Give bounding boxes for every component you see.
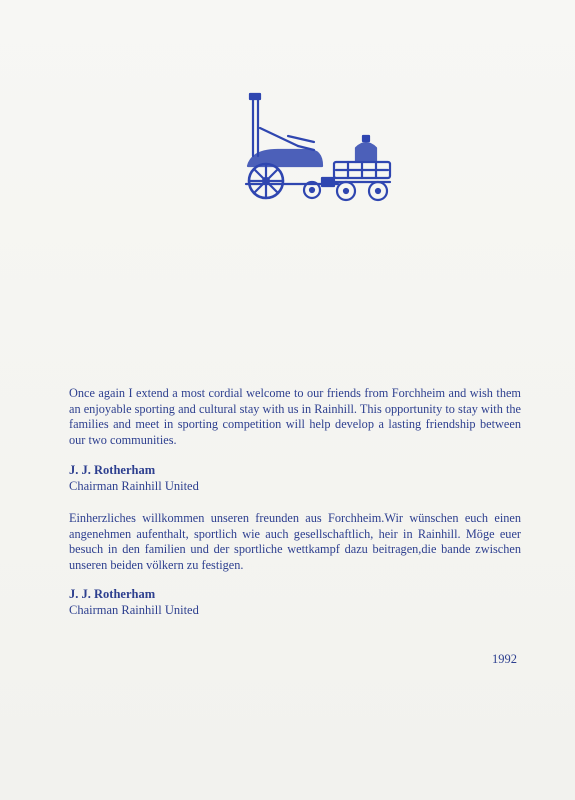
german-welcome-paragraph: Einherzliches willkommen unseren freunden aus Forchheim.Wir wünschen euch einen angenehmen aufenthalt, sportlich wie auch gesellschaftlich, heir in Rainhill. Möge euer besuch in den familien und der sportliche wettkampf dazu beitragen,die bande zwischen unseren beiden völkern zu festigen. <box>69 511 521 572</box>
year-label: 1992 <box>492 652 517 666</box>
steam-locomotive-icon <box>238 88 398 206</box>
english-welcome-paragraph: Once again I extend a most cordial welcome to our friends from Forchheim and wish them an enjoyable sporting and cultural stay with us in Rainhill. This opportunity to stay with the families and meet in sporting competition will help develop a lasting friendship between our two communities. <box>69 386 521 447</box>
english-signature <box>69 462 199 494</box>
signature-title: Chairman Rainhill United <box>69 479 199 493</box>
signature-name: J. J. Rotherham <box>69 587 156 601</box>
signature-name: J. J. Rotherham <box>69 463 156 477</box>
german-signature <box>69 586 199 618</box>
signature-title: Chairman Rainhill United <box>69 603 199 617</box>
